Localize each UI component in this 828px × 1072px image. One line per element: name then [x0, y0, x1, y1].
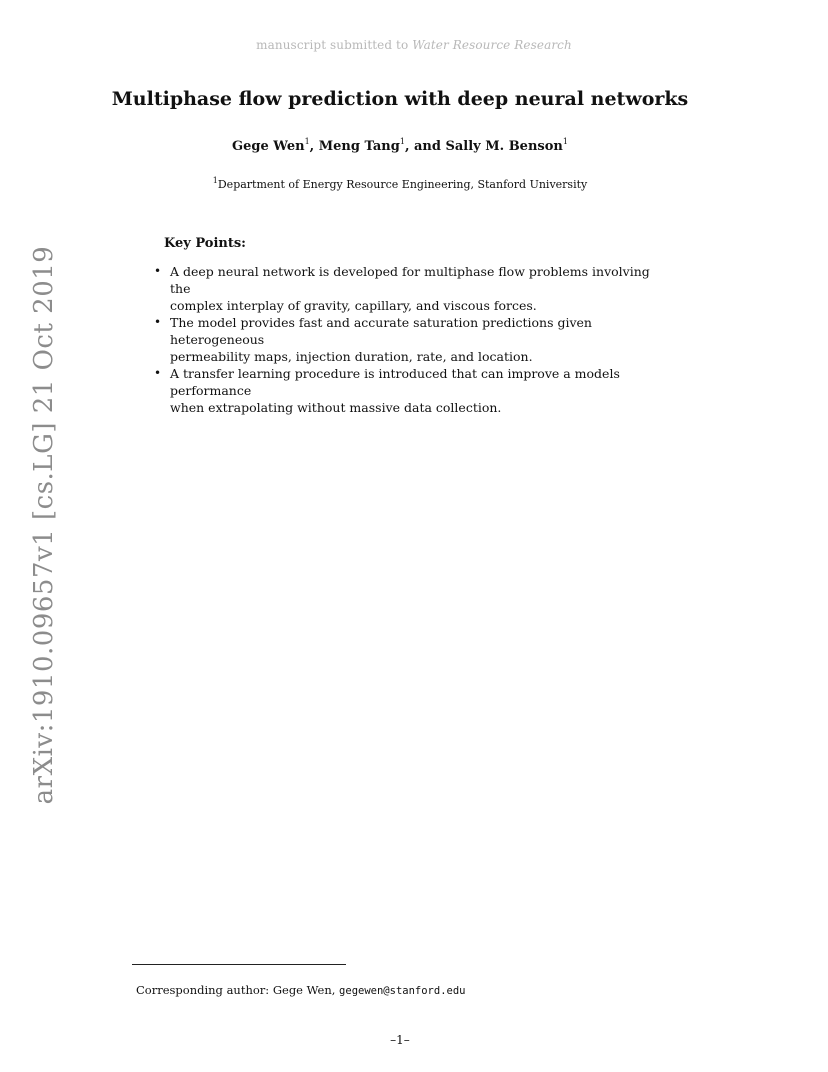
key-point-item: [154, 263, 674, 314]
key-points-heading: Key Points:: [164, 236, 246, 251]
author-separator: , and: [404, 139, 446, 154]
running-header: [0, 38, 828, 52]
author-separator: ,: [309, 139, 319, 154]
bullet-icon: •: [154, 264, 162, 278]
author-affil-mark: 1: [304, 137, 310, 146]
author-name: Sally M. Benson: [445, 139, 563, 154]
paper-title: Multiphase flow prediction with deep neural networks: [111, 88, 689, 110]
author-affil-mark: 1: [399, 137, 405, 146]
arxiv-identifier: arXiv:1910.09657v1 [cs.LG] 21 Oct 2019: [29, 245, 59, 805]
author-name: Gege Wen: [232, 139, 305, 154]
header-journal: Water Resource Research: [412, 38, 572, 52]
bullet-icon: •: [154, 366, 162, 380]
author-affil-mark: 1: [562, 137, 568, 146]
key-point-line: when extrapolating without massive data collection.: [170, 400, 502, 415]
bullet-icon: •: [154, 315, 162, 329]
key-point-line: A deep neural network is developed for multiphase flow problems involving the: [170, 264, 650, 296]
key-point-line: permeability maps, injection duration, rate, and location.: [170, 349, 533, 364]
key-point-item: [154, 365, 674, 416]
affiliation-mark: 1: [212, 176, 218, 185]
footnote-rule: [132, 964, 346, 965]
footnote-label: Corresponding author: Gege Wen,: [136, 983, 336, 997]
affiliation-text: Department of Energy Resource Engineering, Stanford University: [217, 178, 588, 191]
page-number: –1–: [390, 1033, 410, 1047]
author-email-link[interactable]: gegewen@stanford.edu: [339, 985, 466, 997]
corresponding-author-footnote: [136, 983, 465, 997]
key-point-line: A transfer learning procedure is introduced that can improve a models performance: [170, 366, 620, 398]
header-prefix: manuscript submitted to: [256, 38, 409, 52]
affiliation: [0, 178, 800, 191]
key-point-line: The model provides fast and accurate saturation predictions given heterogeneous: [170, 315, 592, 347]
key-points-list: [154, 263, 674, 416]
author-list: [0, 139, 800, 154]
author-name: Meng Tang: [318, 139, 400, 154]
key-point-line: complex interplay of gravity, capillary, and viscous forces.: [170, 298, 537, 313]
key-point-item: [154, 314, 674, 365]
